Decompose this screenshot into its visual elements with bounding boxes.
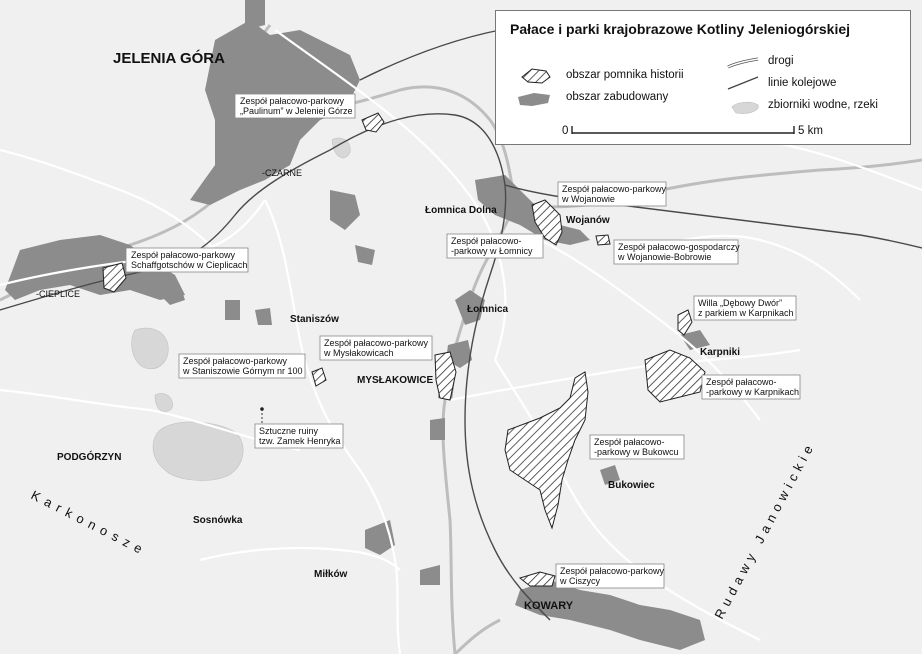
box-myslakowice [320,336,432,360]
box-debowy [694,296,796,320]
label-bukowiec: Bukowiec [608,480,655,491]
label-kowary: KOWARY [524,600,574,612]
box-lomnica [447,234,543,258]
rail-symbol [728,77,758,89]
legend-title: Pałace i parki krajobrazowe Kotliny Jeleniogórskiej [510,21,851,37]
box-paulinum [235,94,355,118]
scale-end: 5 km [798,125,823,137]
legend-rail: linie kolejowe [768,77,837,89]
label-lomnica: Łomnica [467,304,509,315]
svg-text:Sztuczne ruiny: Sztuczne ruiny [259,426,319,436]
label-milkow: Miłków [314,569,348,580]
label-cieplice: -CIEPLICE [36,289,81,299]
svg-text:„Paulinum” w Jeleniej Górze: „Paulinum” w Jeleniej Górze [240,106,353,116]
label-czarne: -CZARNE [262,168,302,178]
svg-text:Zespół pałacowo-parkowy: Zespół pałacowo-parkowy [560,566,665,576]
legend-built: obszar zabudowany [566,91,669,103]
svg-text:Zespół pałacowo-: Zespół pałacowo- [451,236,522,246]
label-myslakowice: MYSŁAKOWICE [357,375,434,386]
box-ciszyca [556,564,665,588]
scale-start: 0 [562,125,569,137]
svg-text:w Wojanowie-Bobrowie: w Wojanowie-Bobrowie [618,252,712,262]
box-bukowiec [590,435,684,459]
svg-text:Schaffgotschów w Cieplicach: Schaffgotschów w Cieplicach [131,260,248,270]
svg-text:Zespół pałacowo-parkowy: Zespół pałacowo-parkowy [131,250,236,260]
water-symbol [732,102,758,113]
box-karpniki [702,375,800,399]
svg-text:-parkowy w Karpnikach: -parkowy w Karpnikach [706,387,800,397]
svg-text:w Ciszycy: w Ciszycy [560,576,600,586]
label-sosnowka: Sosnówka [193,515,243,526]
legend-roads: drogi [768,55,794,67]
label-lomnica-dolna: Łomnica Dolna [425,205,497,216]
svg-text:tzw. Zamek Henryka: tzw. Zamek Henryka [259,436,341,446]
box-bobrow [614,240,740,264]
svg-text:Zespół pałacowo-parkowy: Zespół pałacowo-parkowy [240,96,345,106]
label-karpniki: Karpniki [700,347,741,358]
box-staniszow [179,354,305,378]
legend-water: zbiorniki wodne, rzeki [768,99,878,111]
label-jelenia-gora: JELENIA GÓRA [113,50,225,67]
svg-text:Zespół pałacowo-parkowy: Zespół pałacowo-parkowy [562,184,667,194]
monument-symbol [522,69,550,83]
svg-text:Zespół pałacowo-: Zespół pałacowo- [706,377,777,387]
label-karkonosze: Karkonosze [28,487,151,560]
legend-monument: obszar pomnika historii [566,69,684,81]
label-podgorzyn: PODGÓRZYN [57,452,122,463]
box-wojanow [558,182,667,206]
ruins-marker [260,407,264,411]
svg-text:-parkowy w Bukowcu: -parkowy w Bukowcu [594,447,679,457]
svg-text:w Mysłakowicach: w Mysłakowicach [324,348,394,358]
svg-text:Zespół pałacowo-parkowy: Zespół pałacowo-parkowy [324,338,429,348]
box-schaffgotsch [126,248,248,272]
label-staniszow: Staniszów [290,314,339,325]
legend [495,10,911,145]
svg-text:Zespół pałacowo-: Zespół pałacowo- [594,437,665,447]
svg-text:w Staniszowie Górnym nr 100: w Staniszowie Górnym nr 100 [183,366,303,376]
box-ruiny [255,424,343,448]
svg-text:z parkiem w Karpnikach: z parkiem w Karpnikach [698,308,794,318]
svg-text:Zespół pałacowo-gospodarczy: Zespół pałacowo-gospodarczy [618,242,740,252]
svg-text:Zespół pałacowo-parkowy: Zespół pałacowo-parkowy [183,356,288,366]
built-up-symbol [518,93,550,106]
svg-text:Willa „Dębowy Dwór”: Willa „Dębowy Dwór” [698,298,783,308]
label-rudawy-janowickie: Rudawy Janowickie [711,438,819,622]
label-wojanow: Wojanów [566,215,610,226]
svg-text:w Wojanowie: w Wojanowie [562,194,615,204]
svg-text:-parkowy w Łomnicy: -parkowy w Łomnicy [451,246,533,256]
